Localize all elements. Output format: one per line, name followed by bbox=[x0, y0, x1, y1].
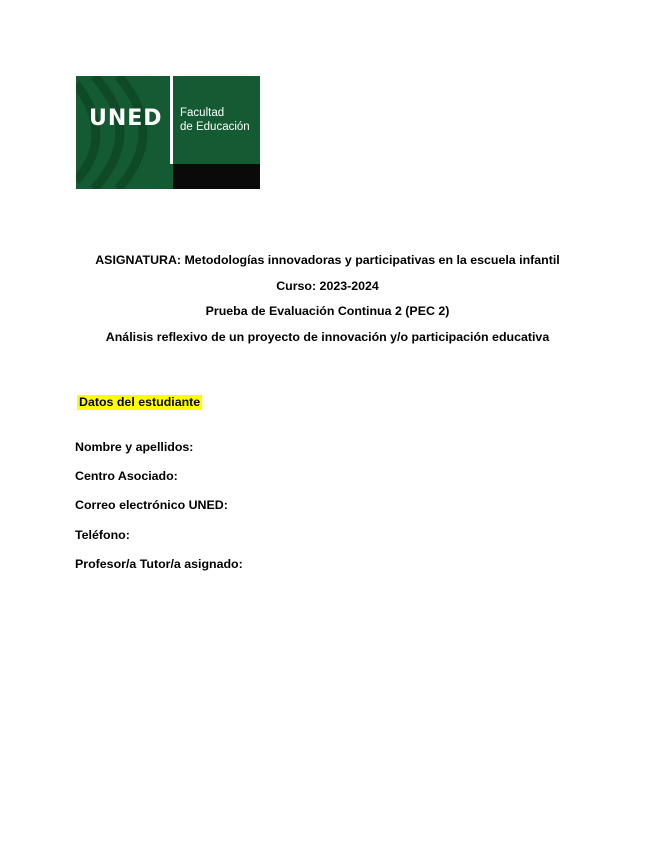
logo-faculty-line-2: de Educación bbox=[180, 121, 250, 133]
field-phone: Teléfono: bbox=[75, 528, 130, 542]
logo-faculty-name bbox=[180, 106, 250, 134]
field-full-name: Nombre y apellidos: bbox=[75, 440, 194, 454]
field-assigned-tutor: Profesor/a Tutor/a asignado: bbox=[75, 557, 243, 571]
assignment-title: Análisis reflexivo de un proyecto de innovación y/o participación educativa bbox=[105, 330, 550, 344]
logo-wordmark: UNED bbox=[89, 106, 163, 131]
logo-faculty-line-1: Facultad bbox=[180, 107, 225, 119]
subject-heading: ASIGNATURA: Metodologías innovadoras y participativas en la escuela infantil bbox=[95, 253, 560, 267]
field-uned-email: Correo electrónico UNED: bbox=[75, 498, 228, 512]
uned-logo bbox=[76, 76, 260, 189]
student-data-section-label: Datos del estudiante bbox=[79, 395, 201, 409]
test-heading: Prueba de Evaluación Continua 2 (PEC 2) bbox=[205, 304, 450, 318]
course-heading: Curso: 2023-2024 bbox=[276, 279, 379, 293]
field-associated-center: Centro Asociado: bbox=[75, 469, 178, 483]
